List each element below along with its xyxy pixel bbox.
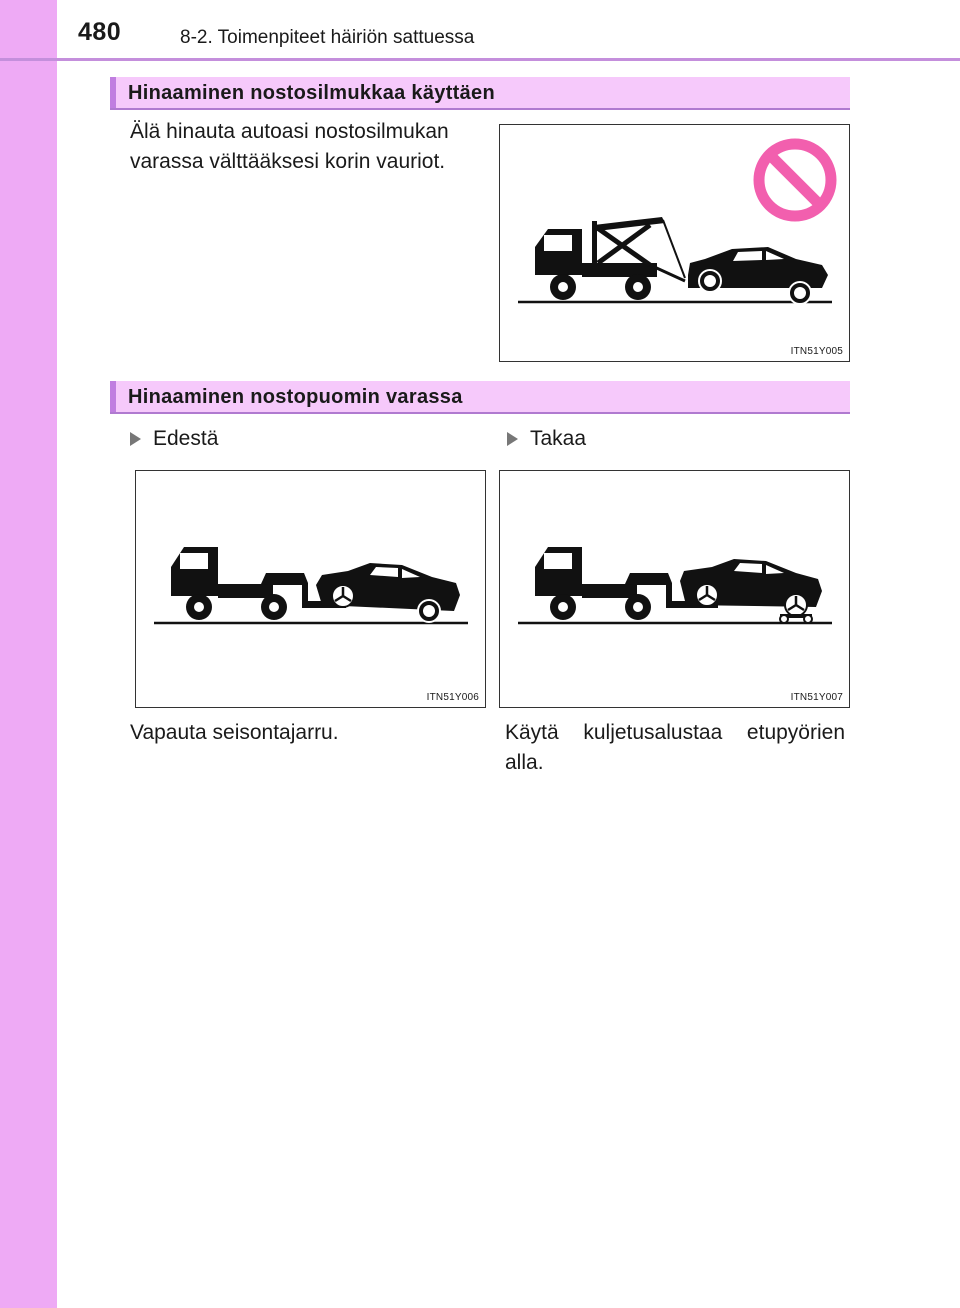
car-icon (688, 247, 828, 304)
triangle-bullet-icon (130, 432, 141, 446)
prohibited-sign-icon (759, 144, 831, 216)
tow-hook-warning-text: Älä hinauta autoasi nostosilmukan varassa välttääksesi korin vauriot. (130, 120, 449, 173)
tow-hook-illustration (500, 125, 851, 363)
section-heading-wheel-lift (110, 381, 850, 414)
figure-tow-front (135, 470, 486, 708)
figure-tow-rear (499, 470, 850, 708)
tow-rear-illustration (500, 471, 851, 709)
figure-tow-hook-prohibited (499, 124, 850, 362)
header-divider (0, 58, 960, 61)
section-title: Hinaaminen nostosilmukkaa käyttäen (128, 82, 495, 104)
page-number: 480 (78, 18, 122, 46)
figure-code: ITN51Y007 (790, 692, 843, 703)
tow-front-illustration (136, 471, 487, 709)
figure-code: ITN51Y005 (790, 346, 843, 357)
tow-truck-icon (535, 217, 685, 300)
chapter-title: 8-2. Toimenpiteet häiriön sattuessa (180, 27, 475, 48)
section-title: Hinaaminen nostopuomin varassa (128, 386, 463, 408)
tow-dolly-icon (780, 614, 812, 623)
triangle-bullet-icon (507, 432, 518, 446)
subheading-front: Edestä (130, 427, 218, 451)
car-icon (316, 563, 460, 622)
front-caption: Vapauta seisontajarru. (130, 721, 339, 744)
figure-code: ITN51Y006 (426, 692, 479, 703)
section-heading-tow-hook (110, 77, 850, 110)
subheading-rear: Takaa (507, 427, 586, 451)
rear-caption: Käytä kuljetusalustaa etupyörien alla. (505, 721, 845, 774)
side-color-strip (0, 0, 57, 1308)
